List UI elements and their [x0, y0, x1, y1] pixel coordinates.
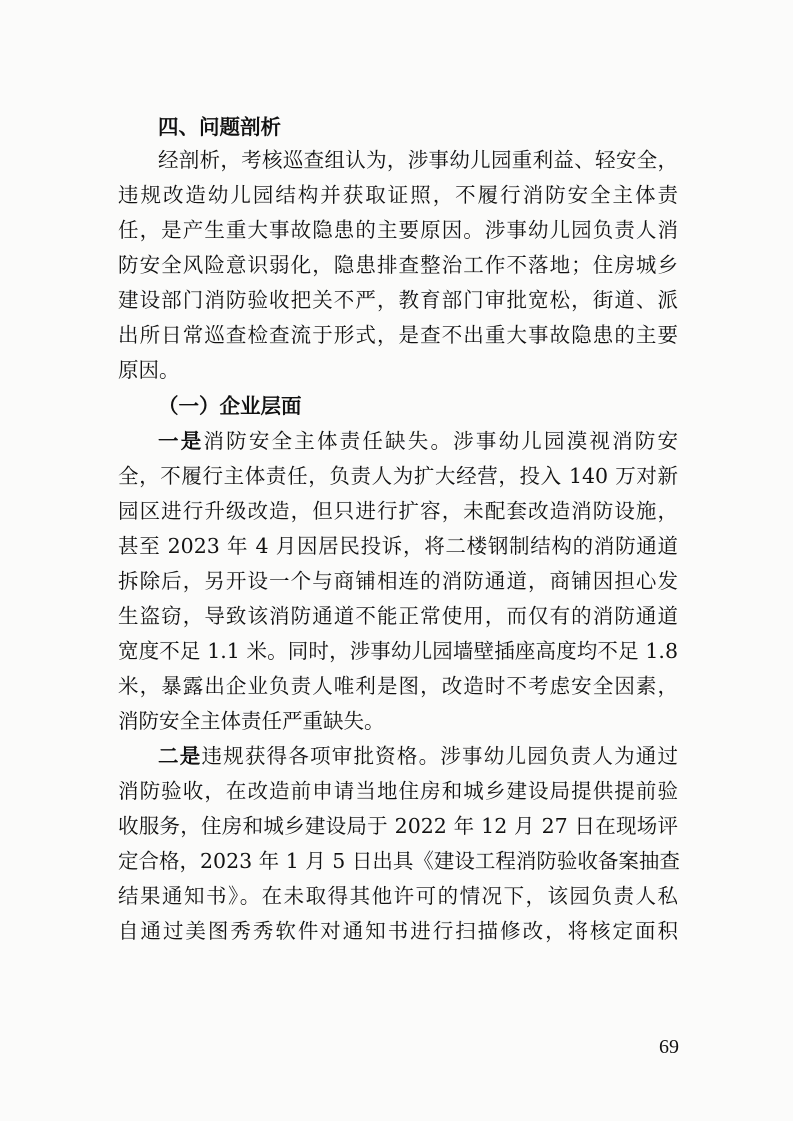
point-two-text: 违规获得各项审批资格。涉事幼儿园负责人为通过	[201, 744, 679, 768]
analysis-line: 防安全风险意识弱化，隐患排查整治工作不落地；住房城乡	[118, 253, 678, 277]
subsection-heading: （一）企业层面	[158, 394, 302, 418]
analysis-line: 原因。	[118, 358, 180, 382]
point-two-line: 自通过美图秀秀软件对通知书进行扫描修改，将核定面积	[118, 919, 678, 943]
point-two-first-line	[158, 742, 678, 770]
analysis-line: 违规改造幼儿园结构并获取证照，不履行消防安全主体责	[118, 183, 678, 207]
point-one-line: 园区进行升级改造，但只进行扩容，未配套改造消防设施，	[118, 499, 678, 523]
analysis-line: 建设部门消防验收把关不严，教育部门审批宽松，街道、派	[118, 288, 678, 312]
analysis-line: 任，是产生重大事故隐患的主要原因。涉事幼儿园负责人消	[118, 218, 678, 242]
point-one-line: 生盗窃，导致该消防通道不能正常使用，而仅有的消防通道	[118, 604, 678, 628]
point-one-first-line	[158, 427, 678, 455]
point-two-lead: 二是	[158, 744, 202, 768]
point-one-line: 全，不履行主体责任，负责人为扩大经营，投入 140 万对新	[118, 464, 678, 488]
point-one-line: 拆除后，另开设一个与商铺相连的消防通道，商铺因担心发	[118, 569, 678, 593]
point-two-line: 结果通知书》。在未取得其他许可的情况下，该园负责人私	[118, 884, 678, 908]
analysis-line: 出所日常巡查检查流于形式，是查不出重大事故隐患的主要	[118, 323, 678, 347]
point-two-line: 定合格，2023 年 1 月 5 日出具《建设工程消防验收备案抽查	[118, 849, 680, 873]
point-two-line: 收服务，住房和城乡建设局于 2022 年 12 月 27 日在现场评	[118, 814, 678, 838]
point-one-line: 宽度不足 1.1 米。同时，涉事幼儿园墙壁插座高度均不足 1.8	[118, 639, 678, 663]
section-heading: 四、问题剖析	[158, 115, 281, 139]
point-one-text: 消防安全主体责任缺失。涉事幼儿园漠视消防安	[203, 429, 679, 453]
point-one-line: 消防安全主体责任严重缺失。	[118, 709, 385, 733]
point-two-line: 消防验收，在改造前申请当地住房和城乡建设局提供提前验	[118, 779, 678, 803]
page-number: 69	[659, 1036, 679, 1058]
point-one-lead: 一是	[158, 429, 204, 453]
point-one-line: 米，暴露出企业负责人唯利是图，改造时不考虑安全因素，	[118, 674, 678, 698]
analysis-line: 经剖析，考核巡查组认为，涉事幼儿园重利益、轻安全，	[158, 148, 678, 172]
point-one-line: 甚至 2023 年 4 月因居民投诉，将二楼钢制结构的消防通道	[118, 534, 678, 558]
